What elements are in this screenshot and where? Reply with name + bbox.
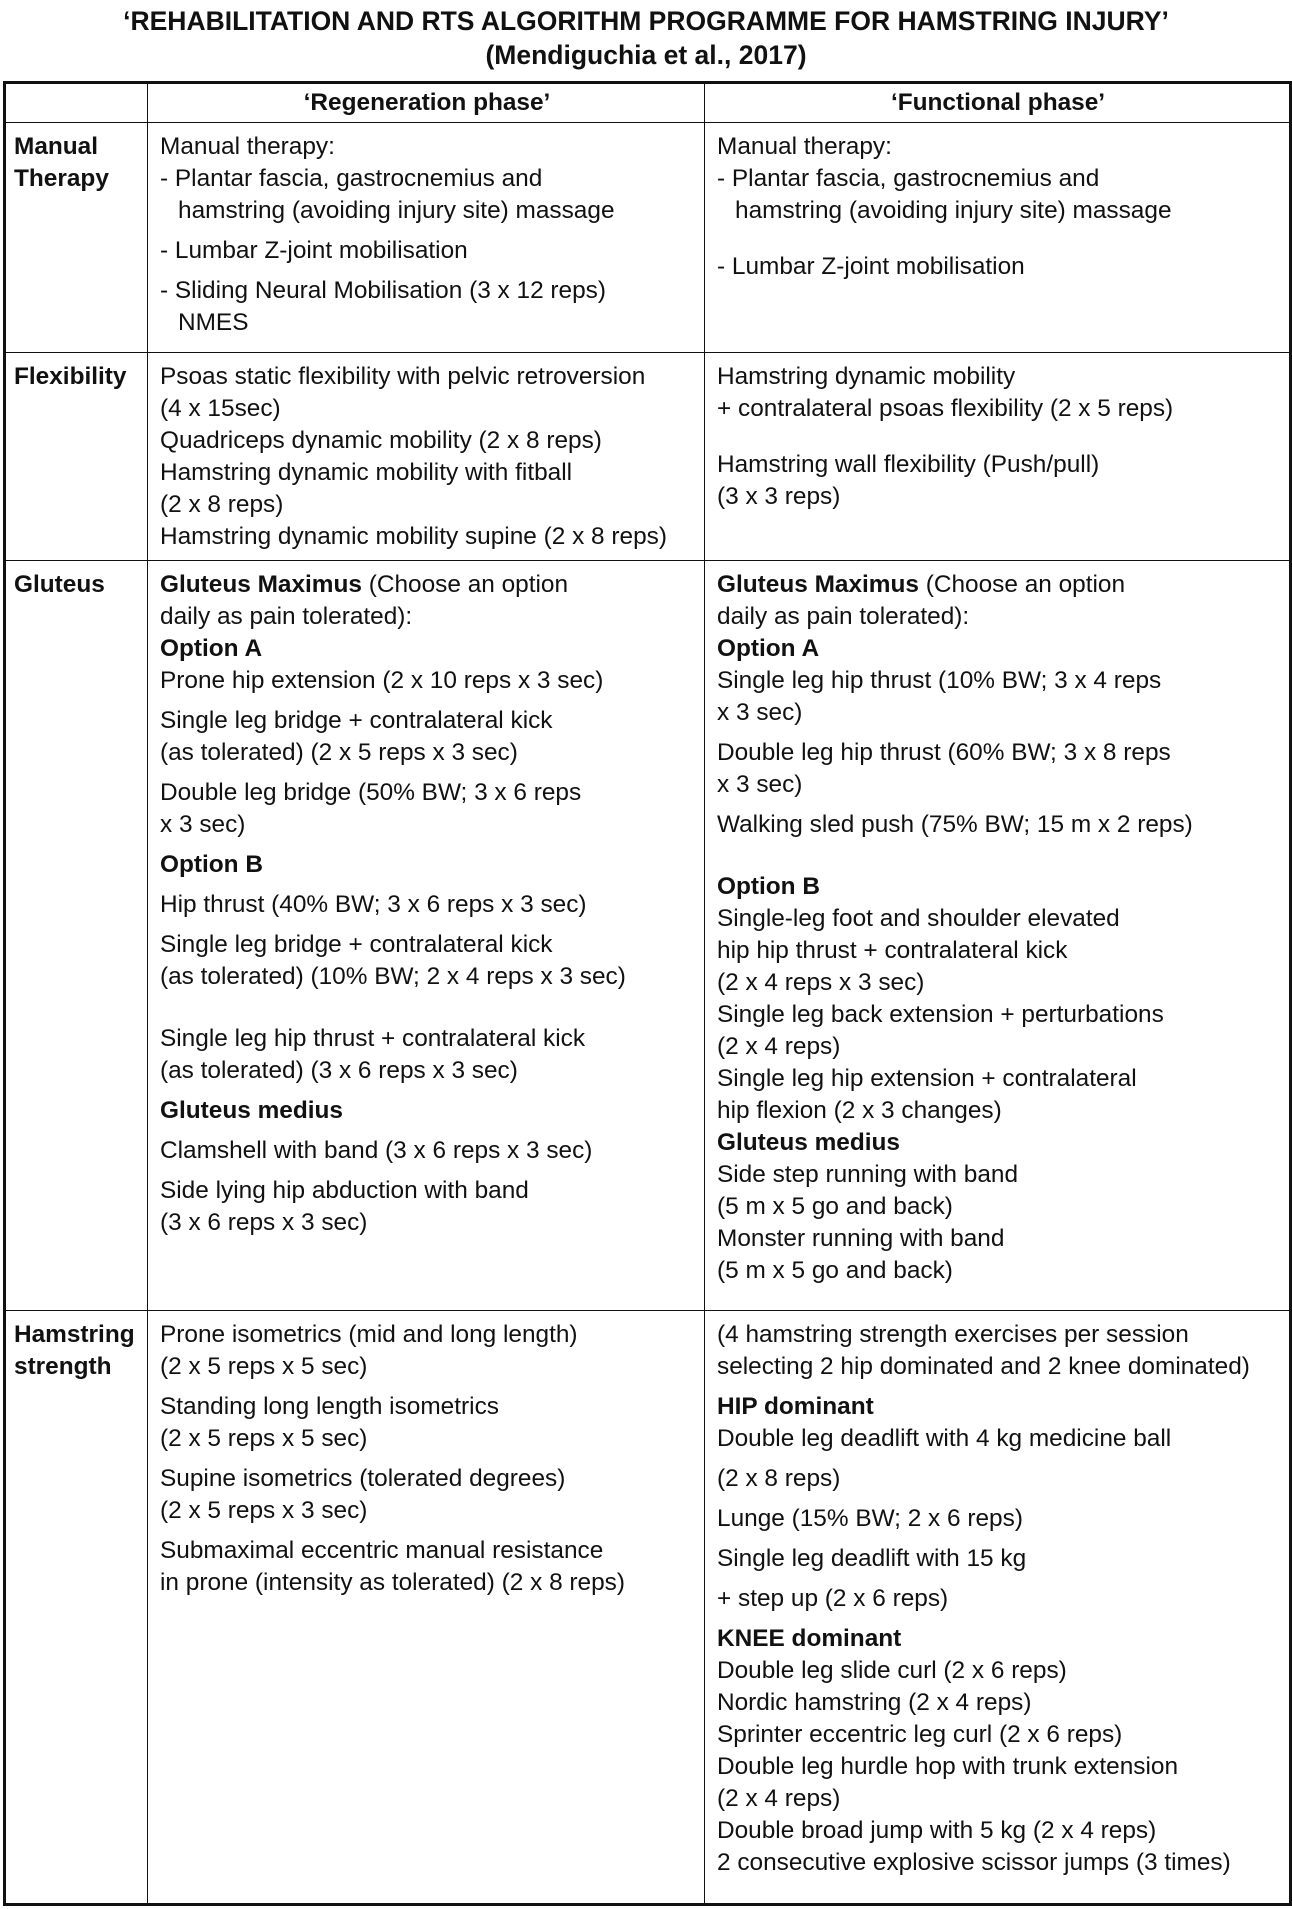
header-row [5,83,1291,123]
cell-line: + step up (2 x 6 reps) [717,1585,949,1612]
cell-line: (2 x 5 reps x 5 sec) [160,1353,368,1380]
subheading-hip-dominant: HIP dominant [717,1393,874,1420]
cell-line: Single leg bridge + contralateral kick [160,931,553,958]
cell-line: Prone hip extension (2 x 10 reps x 3 sec) [160,667,604,694]
cell-line: - Sliding Neural Mobilisation (3 x 12 reps) [160,277,606,304]
cell-line: daily as pain tolerated): [717,603,970,630]
cell-line [717,569,1279,601]
cell-line: Single leg deadlift with 15 kg [717,1545,1027,1572]
title-line-2: (Mendiguchia et al., 2017) [485,40,807,70]
programme-table [3,81,1292,1906]
row-label-line: Therapy [14,165,109,192]
cell-line: Double leg deadlift with 4 kg medicine ball [717,1425,1172,1452]
cell-gluteus-regeneration [148,561,705,1311]
cell-line: + contralateral psoas flexibility (2 x 5 reps) [717,395,1174,422]
subheading-knee-dominant: KNEE dominant [717,1625,902,1652]
cell-line: (2 x 8 reps) [160,491,284,518]
cell-line: - Plantar fascia, gastrocnemius and [717,165,1100,192]
cell-line: Single-leg foot and shoulder elevated [717,905,1120,932]
cell-line: (as tolerated) (2 x 5 reps x 3 sec) [160,739,518,766]
cell-line: (as tolerated) (3 x 6 reps x 3 sec) [160,1057,518,1084]
cell-line: Hamstring dynamic mobility with fitball [160,459,573,486]
cell-line: x 3 sec) [160,811,246,838]
header-regeneration: ‘Regeneration phase’ [148,83,705,123]
cell-line: - Plantar fascia, gastrocnemius and [160,165,543,192]
cell-text: (Choose an option [918,571,1126,598]
cell-flexibility-regeneration [148,353,705,561]
cell-line: Double leg hurdle hop with trunk extension [717,1753,1179,1780]
cell-line: (2 x 4 reps) [717,1785,841,1812]
subheading-gluteus-maximus: Gluteus Maximus [160,571,362,598]
subheading-option-b: Option B [717,873,820,900]
cell-line: (2 x 5 reps x 5 sec) [160,1425,368,1452]
cell-line: Single leg back extension + perturbations [717,1001,1164,1028]
cell-manual-functional [705,123,1291,353]
cell-line: (4 hamstring strength exercises per session [717,1321,1189,1348]
cell-line: Single leg hip thrust + contralateral kick [160,1025,586,1052]
cell-line: Single leg hip thrust (10% BW; 3 x 4 reps [717,667,1162,694]
cell-line: Submaximal eccentric manual resistance [160,1537,604,1564]
cell-line: hip hip thrust + contralateral kick [717,937,1068,964]
row-label-gluteus [5,561,148,1311]
cell-line: Hip thrust (40% BW; 3 x 6 reps x 3 sec) [160,891,587,918]
row-label-line: strength [14,1353,112,1380]
subheading-gluteus-medius: Gluteus medius [717,1129,900,1156]
cell-line [160,569,694,601]
subheading-option-a: Option A [717,635,820,662]
cell-line: Lunge (15% BW; 2 x 6 reps) [717,1505,1023,1532]
cell-line: - Lumbar Z-joint mobilisation [717,253,1025,280]
cell-line: Standing long length isometrics [160,1393,499,1420]
document-title [0,4,1292,72]
cell-line: selecting 2 hip dominated and 2 knee dominated) [717,1353,1250,1380]
header-blank [5,83,148,123]
cell-text: (Choose an option [361,571,569,598]
cell-hamstring-regeneration [148,1311,705,1905]
cell-line: Monster running with band [717,1225,1005,1252]
row-label-manual-therapy [5,123,148,353]
row-label-line: Hamstring [14,1321,135,1348]
cell-line: (2 x 8 reps) [717,1465,841,1492]
cell-line: x 3 sec) [717,771,803,798]
row-gluteus [5,561,1291,1311]
cell-line: (3 x 3 reps) [717,483,841,510]
cell-line: Sprinter eccentric leg curl (2 x 6 reps) [717,1721,1123,1748]
cell-line: (5 m x 5 go and back) [717,1193,953,1220]
cell-line: NMES [178,309,249,336]
cell-manual-regeneration [148,123,705,353]
cell-line: Single leg bridge + contralateral kick [160,707,553,734]
cell-line: Walking sled push (75% BW; 15 m x 2 reps) [717,811,1193,838]
subheading-gluteus-medius: Gluteus medius [160,1097,343,1124]
row-flexibility [5,353,1291,561]
row-hamstring-strength [5,1311,1291,1905]
header-functional: ‘Functional phase’ [705,83,1291,123]
cell-line: Quadriceps dynamic mobility (2 x 8 reps) [160,427,602,454]
cell-line: x 3 sec) [717,699,803,726]
cell-line: daily as pain tolerated): [160,603,413,630]
cell-line: - Lumbar Z-joint mobilisation [160,237,468,264]
subheading-option-b: Option B [160,851,263,878]
cell-line: in prone (intensity as tolerated) (2 x 8 reps) [160,1569,625,1596]
row-manual-therapy [5,123,1291,353]
row-label-line: Manual [14,133,99,160]
cell-line: (4 x 15sec) [160,395,281,422]
cell-line: (2 x 4 reps x 3 sec) [717,969,925,996]
cell-flexibility-functional [705,353,1291,561]
row-label-flexibility [5,353,148,561]
subheading-gluteus-maximus: Gluteus Maximus [717,571,919,598]
cell-line: Supine isometrics (tolerated degrees) [160,1465,566,1492]
cell-line: Hamstring dynamic mobility [717,363,1016,390]
cell-line: Double broad jump with 5 kg (2 x 4 reps) [717,1817,1157,1844]
cell-line: 2 consecutive explosive scissor jumps (3 times) [717,1849,1231,1876]
cell-line: hip flexion (2 x 3 changes) [717,1097,1002,1124]
cell-line: Manual therapy: [717,133,892,160]
row-label-hamstring-strength [5,1311,148,1905]
cell-line: Clamshell with band (3 x 6 reps x 3 sec) [160,1137,593,1164]
cell-line: Hamstring wall flexibility (Push/pull) [717,451,1100,478]
cell-line: Double leg bridge (50% BW; 3 x 6 reps [160,779,582,806]
cell-line: Double leg hip thrust (60% BW; 3 x 8 reps [717,739,1171,766]
cell-line: Hamstring dynamic mobility supine (2 x 8 reps) [160,523,667,550]
row-label-line: Flexibility [14,363,127,390]
cell-line: Psoas static flexibility with pelvic retroversion [160,363,646,390]
cell-line: hamstring (avoiding injury site) massage [735,197,1172,224]
cell-line: Side step running with band [717,1161,1019,1188]
cell-line: hamstring (avoiding injury site) massage [178,197,615,224]
cell-line: (2 x 5 reps x 3 sec) [160,1497,368,1524]
row-label-line: Gluteus [14,571,105,598]
cell-line: Double leg slide curl (2 x 6 reps) [717,1657,1067,1684]
cell-line: Prone isometrics (mid and long length) [160,1321,578,1348]
cell-hamstring-functional [705,1311,1291,1905]
cell-line: (2 x 4 reps) [717,1033,841,1060]
cell-line: Side lying hip abduction with band [160,1177,529,1204]
subheading-option-a: Option A [160,635,263,662]
cell-line: (3 x 6 reps x 3 sec) [160,1209,368,1236]
cell-line: Single leg hip extension + contralateral [717,1065,1137,1092]
cell-line: (5 m x 5 go and back) [717,1257,953,1284]
cell-line: Nordic hamstring (2 x 4 reps) [717,1689,1032,1716]
title-line-1: ‘REHABILITATION AND RTS ALGORITHM PROGRAMME FOR HAMSTRING INJURY’ [123,6,1169,36]
cell-gluteus-functional [705,561,1291,1311]
cell-line: Manual therapy: [160,133,335,160]
cell-line: (as tolerated) (10% BW; 2 x 4 reps x 3 sec) [160,963,626,990]
